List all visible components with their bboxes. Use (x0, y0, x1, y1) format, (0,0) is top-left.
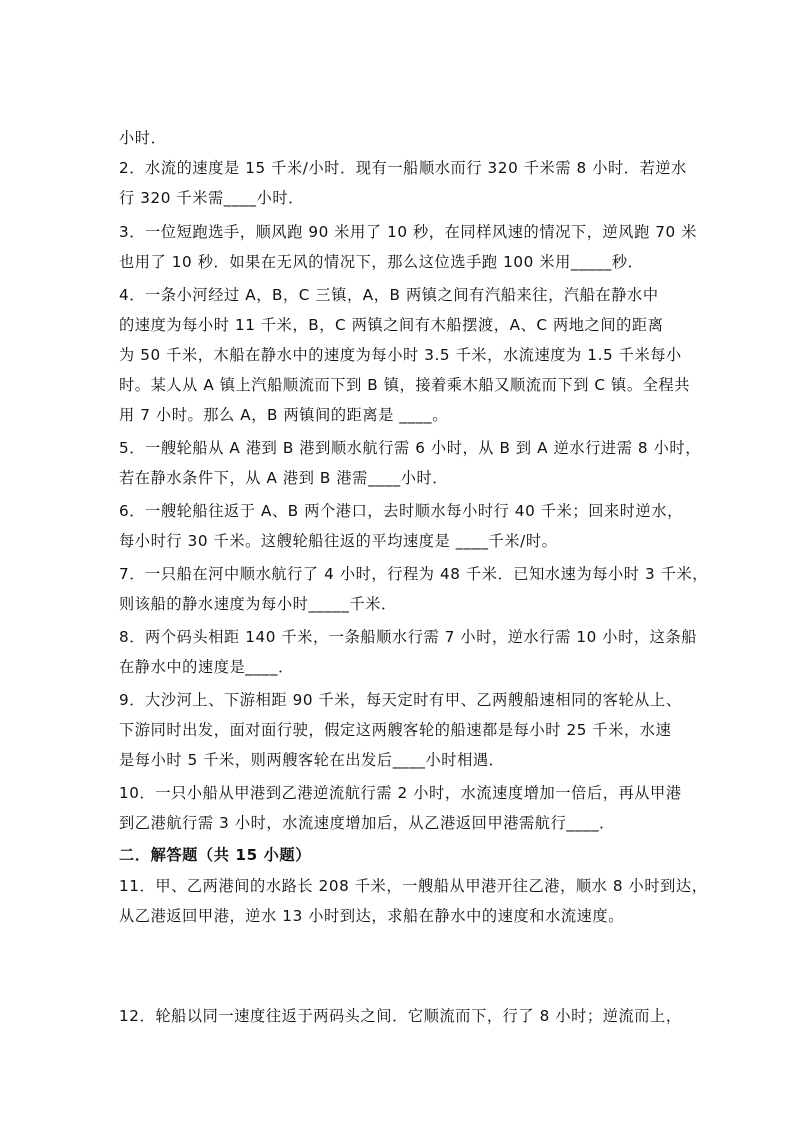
text-line: 7．一只船在河中顺水航行了 4 小时，行程为 48 千米．已知水速为每小时 3 千米， (119, 565, 709, 583)
section-title: 二．解答题（共 15 小题） (119, 846, 311, 864)
text-line: 则该船的静水速度为每小时_____千米． (119, 595, 397, 613)
text-line: 下游同时出发，面对面行驶，假定这两艘客轮的船速都是每小时 25 千米，水速 (119, 721, 672, 739)
text-line: 若在静水条件下，从 A 港到 B 港需____小时． (119, 469, 449, 487)
text-line: 在静水中的速度是____． (119, 658, 294, 676)
text-line: 12．轮船以同一速度往返于两码头之间．它顺流而下，行了 8 小时；逆流而上， (119, 1007, 682, 1025)
text-line: 从乙港返回甲港，逆水 13 小时到达，求船在静水中的速度和水流速度。 (119, 907, 625, 925)
text-line: 到乙港航行需 3 小时，水流速度增加后，从乙港返回甲港需航行____． (119, 814, 615, 832)
text-line: 是每小时 5 千米，则两艘客轮在出发后____小时相遇． (119, 751, 505, 769)
text-line: 6．一艘轮船往返于 A、B 两个港口，去时顺水每小时行 40 千米；回来时逆水， (119, 502, 683, 520)
text-line: 11．甲、乙两港间的水路长 208 千米，一艘船从甲港开往乙港，顺水 8 小时到达， (119, 877, 708, 895)
text-line: 4．一条小河经过 A，B，C 三镇，A，B 两镇之间有汽船来往，汽船在静水中 (119, 286, 659, 304)
text-line: 为 50 千米，木船在静水中的速度为每小时 3.5 千米，水流速度为 1.5 千米每小 (119, 346, 682, 364)
text-line: 行 320 千米需____小时． (119, 189, 304, 207)
text-line: 10．一只小船从甲港到乙港逆流航行需 2 小时，水流速度增加一倍后，再从甲港 (119, 784, 682, 802)
text-line: 8．两个码头相距 140 千米，一条船顺水行需 7 小时，逆水行需 10 小时，这条船 (119, 628, 698, 646)
text-line: 用 7 小时。那么 A，B 两镇间的距离是 ____。 (119, 406, 448, 424)
text-line: 小时． (119, 129, 167, 147)
text-line: 每小时行 30 千米。这艘轮船往返的平均速度是 ____千米/时。 (119, 532, 558, 550)
text-line: 9．大沙河上、下游相距 90 千米，每天定时有甲、乙两艘船速相同的客轮从上、 (119, 691, 682, 709)
text-line: 也用了 10 秒．如果在无风的情况下，那么这位选手跑 100 米用_____秒． (119, 253, 644, 271)
text-line: 的速度为每小时 11 千米，B，C 两镇之间有木船摆渡，A、C 两地之间的距离 (119, 316, 664, 334)
text-line: 3．一位短跑选手，顺风跑 90 米用了 10 秒，在同样风速的情况下，逆风跑 70 米 (119, 223, 698, 241)
text-line: 2．水流的速度是 15 千米/小时．现有一船顺水而行 320 千米需 8 小时．若逆水 (119, 159, 687, 177)
text-line: 时。某人从 A 镇上汽船顺流而下到 B 镇，接着乘木船又顺流而下到 C 镇。全程共 (119, 376, 690, 394)
text-line: 5．一艘轮船从 A 港到 B 港到顺水航行需 6 小时，从 B 到 A 逆水行进需 8 小时， (119, 439, 701, 457)
